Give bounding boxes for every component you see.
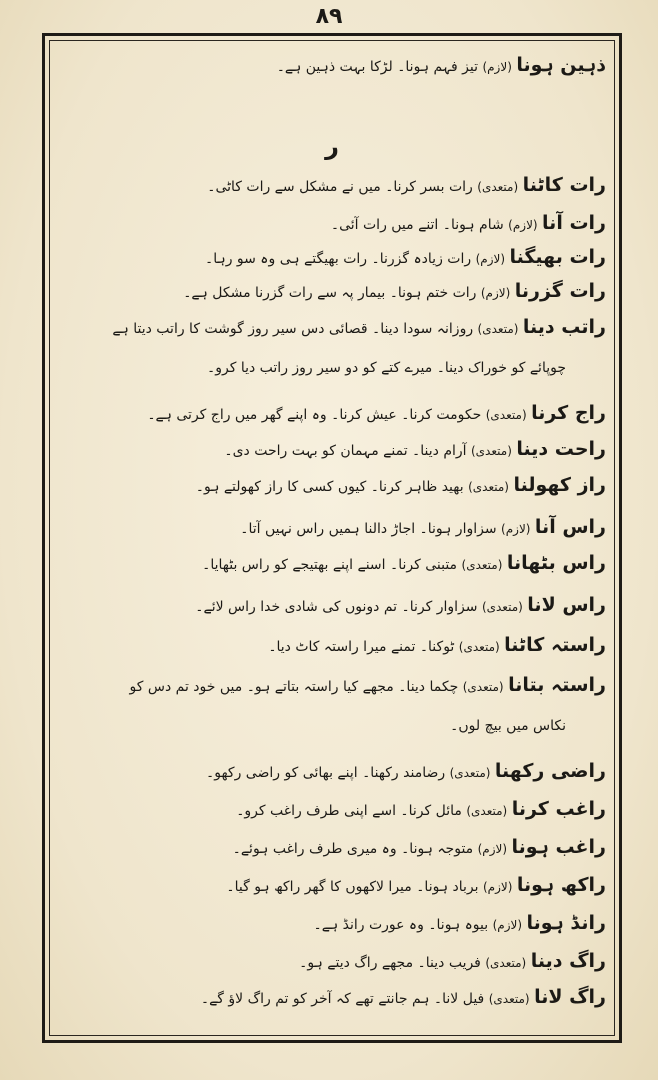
entry-headword: راغب کرنا (511, 798, 606, 820)
entry-definition: سزاوار ہونا۔ اجاڑ دالنا ہمیں راس نہیں آتا۔ (240, 521, 497, 537)
entry-definition: بھید ظاہر کرنا۔ کیوں کسی کا راز کھولتے ہو۔ (195, 479, 464, 495)
entry-definition: روزانہ سودا دینا۔ قصائی دس سیر روز گوشت کا راتب دیتا ہے (112, 321, 474, 337)
entry-definition: برباد ہونا۔ میرا لاکھوں کا گھر راکھ ہو گیا۔ (226, 879, 479, 895)
entry-headword: راس بٹھانا (506, 552, 606, 574)
entry-headword: رات بھیگنا (509, 246, 606, 268)
entry-grammar: (متعدی) (461, 558, 503, 572)
entry-headword: رانڈ ہونا (526, 912, 606, 934)
dictionary-entry (112, 316, 606, 339)
entry-definition: مائل کرنا۔ اسے اپنی طرف راغب کرو۔ (236, 803, 462, 819)
dictionary-entry (450, 718, 566, 735)
entry-grammar: (لازم) (480, 286, 511, 300)
entry-headword: رات آنا (542, 212, 606, 234)
dictionary-entry (236, 798, 606, 821)
entry-headword: راس لانا (527, 594, 606, 616)
entry-definition: فیل لانا۔ ہم جانتے تھے کہ آخر کو تم راگ لاؤ گے۔ (200, 991, 485, 1007)
dictionary-entry (202, 552, 606, 575)
entry-definition: رات زیادہ گزرنا۔ رات بھیگتے ہی وہ سو رہا۔ (205, 251, 472, 267)
entry-definition: متبنی کرنا۔ اسنے اپنے بھتیجے کو راس بٹھایا۔ (202, 557, 458, 573)
entry-grammar: (لازم) (482, 60, 512, 74)
entry-definition: رات ختم ہونا۔ بیمار پہ سے رات گزرنا مشکل ہے۔ (183, 285, 477, 301)
dictionary-entry (207, 174, 606, 197)
dictionary-entry (130, 674, 607, 697)
entry-definition: حکومت کرنا۔ عیش کرنا۔ وہ اپنے گھر میں راج کرتی ہے۔ (147, 407, 482, 423)
entry-headword: راکھ ہونا (516, 874, 606, 896)
entry-definition: ٹوکنا۔ تمنے میرا راستہ کاٹ دیا۔ (268, 639, 455, 655)
section-letter: ر (325, 132, 339, 160)
entry-grammar: (متعدی) (485, 408, 527, 422)
dictionary-entry (183, 280, 606, 303)
dictionary-entry (224, 438, 606, 461)
entry-grammar: (لازم) (477, 842, 508, 856)
entry-grammar: (متعدی) (462, 680, 504, 694)
dictionary-entry (226, 874, 606, 897)
entry-grammar: (متعدی) (449, 766, 491, 780)
entry-definition: متوجہ ہونا۔ وہ میری طرف راغب ہوئے۔ (232, 841, 474, 857)
entry-headword: راضی رکھنا (494, 760, 606, 782)
page-number: ۸۹ (315, 4, 343, 29)
entry-definition: سزاوار کرنا۔ تم دونوں کی شادی خدا راس لائے۔ (195, 599, 478, 615)
entry-headword: راستہ کاٹنا (504, 634, 606, 656)
entry-headword: راس آنا (534, 516, 606, 538)
dictionary-entry (314, 912, 606, 935)
dictionary-entry (147, 402, 606, 425)
entry-headword: راگ لانا (534, 986, 606, 1008)
entry-grammar: (متعدی) (468, 480, 509, 494)
entry-headword: رات کاٹنا (522, 174, 606, 196)
dictionary-entry (268, 634, 606, 657)
dictionary-entry (240, 516, 606, 539)
dictionary-entry (206, 760, 606, 783)
entry-grammar: (متعدی) (481, 600, 523, 614)
entry-headword: راغب ہونا (511, 836, 606, 858)
entry-grammar: (لازم) (475, 252, 506, 266)
entry-headword: راستہ بتانا (508, 674, 606, 696)
entry-definition: فریب دینا۔ مجھے راگ دیتے ہو۔ (299, 955, 481, 971)
entry-grammar: (متعدی) (488, 992, 530, 1006)
dictionary-entry (205, 246, 606, 269)
entry-definition: نکاس میں بیچ لوں۔ (450, 718, 566, 734)
entry-headword: رات گزرنا (514, 280, 606, 302)
entry-grammar: (لازم) (508, 218, 538, 232)
entry-grammar: (لازم) (501, 522, 531, 536)
dictionary-entry (299, 950, 606, 973)
entry-definition: آرام دینا۔ تمنے مہمان کو بہت راحت دی۔ (224, 443, 467, 459)
top-entry (277, 54, 606, 77)
entry-grammar: (لازم) (492, 918, 523, 932)
entry-definition: چوپائے کو خوراک دینا۔ میرے کتے کو دو سیر روز راتب دیا کرو۔ (207, 360, 566, 376)
entry-headword: راگ دینا (530, 950, 606, 972)
entry-headword: راتب دینا (522, 316, 606, 338)
dictionary-entry (233, 836, 606, 859)
entry-definition: بیوہ ہونا۔ وہ عورت رانڈ ہے۔ (313, 917, 489, 933)
dictionary-entry (207, 360, 566, 377)
entry-headword: ذہین ہونا (516, 54, 606, 76)
entry-grammar: (متعدی) (477, 180, 519, 194)
entry-grammar: (متعدی) (458, 640, 500, 654)
entry-definition: رات بسر کرنا۔ میں نے مشکل سے رات کاٹی۔ (207, 179, 473, 195)
entry-grammar: (متعدی) (466, 804, 508, 818)
entry-headword: راز کھولنا (513, 474, 606, 496)
entry-definition: شام ہونا۔ اتنے میں رات آئی۔ (330, 217, 504, 233)
dictionary-entry (331, 212, 606, 235)
entry-grammar: (متعدی) (470, 444, 512, 458)
entry-headword: راحت دینا (516, 438, 606, 460)
entry-definition: رضامند رکھنا۔ اپنے بھائی کو راضی رکھو۔ (206, 765, 446, 781)
entry-definition: چکما دینا۔ مجھے کیا راستہ بتاتے ہو۔ میں خود تم دس کو (129, 679, 459, 695)
dictionary-entry (195, 594, 606, 617)
dictionary-entry (201, 986, 606, 1009)
entry-grammar: (متعدی) (477, 322, 519, 336)
entry-grammar: (لازم) (482, 880, 513, 894)
entry-definition: تیز فہم ہونا۔ لڑکا بہت ذہین ہے۔ (276, 59, 478, 75)
dictionary-entry (196, 474, 606, 497)
entry-grammar: (متعدی) (485, 956, 527, 970)
entry-headword: راج کرنا (531, 402, 606, 424)
